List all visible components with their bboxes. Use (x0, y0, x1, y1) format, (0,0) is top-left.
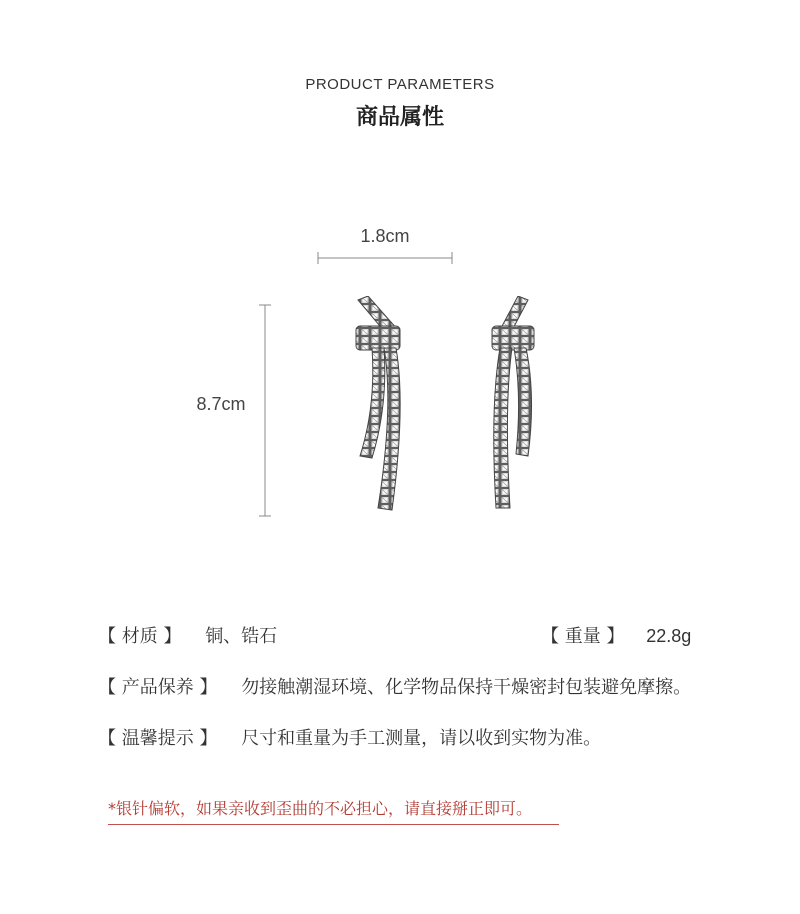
param-tips-label: 【 温馨提示 】 (98, 728, 218, 749)
earrings-image (350, 296, 550, 516)
param-tips-row (98, 724, 601, 750)
param-weight-row (541, 622, 691, 648)
param-care-label: 【 产品保养 】 (98, 677, 218, 698)
height-dimension-label: 8.7cm (196, 394, 246, 414)
silver-needle-note: *银针偏软，如果亲收到歪曲的不必担心，请直接掰正即可。 (108, 796, 559, 825)
param-tips-value: 尺寸和重量为手工测量，请以收到实物为准。 (241, 728, 602, 749)
width-dimension-label: 1.8cm (360, 226, 410, 246)
param-care-row (98, 673, 691, 699)
title-en: PRODUCT PARAMETERS (305, 76, 495, 93)
param-material-value: 铜、锆石 (205, 626, 278, 647)
param-material-label: 【 材质 】 (98, 626, 182, 647)
left-earring (356, 296, 400, 510)
param-weight-label: 【 重量 】 (541, 626, 625, 647)
param-weight-value: 22.8g (646, 626, 692, 646)
right-earring (492, 296, 534, 508)
param-material-row (98, 622, 277, 648)
param-care-value: 勿接触潮湿环境、化学物品保持干燥密封包装避免摩擦。 (241, 677, 692, 698)
page-title: 商品属性 (355, 105, 444, 130)
